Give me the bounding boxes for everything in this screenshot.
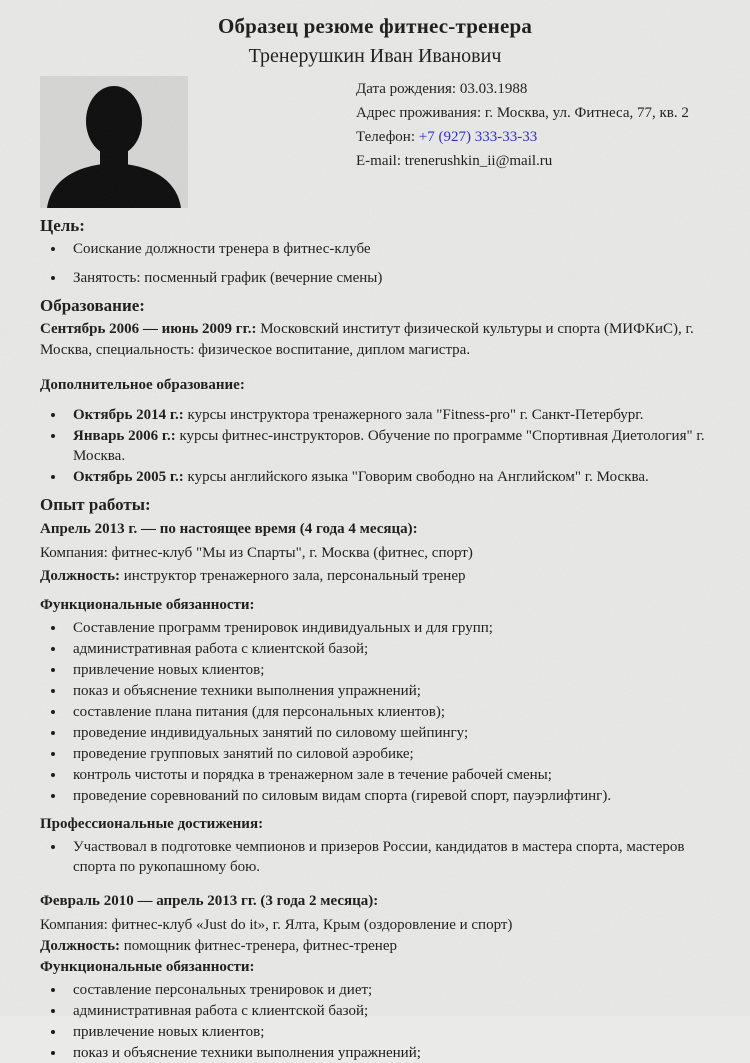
education-entry xyxy=(40,319,710,361)
list-item: • проведение индивидуальных занятий по силовому шейпингу; xyxy=(66,723,710,743)
duties-list xyxy=(40,618,710,806)
position-value: помощник фитнес-тренера, фитнес-тренер xyxy=(120,938,397,954)
birth-date-value: 03.03.1988 xyxy=(459,81,528,97)
list-item: • административная работа с клиентской базой; xyxy=(66,1001,710,1021)
list-item: • Соискание должности тренера в фитнес-клубе xyxy=(66,239,710,259)
list-item: • составление персональных тренировок и диет; xyxy=(66,980,710,1000)
section-heading-extra-education: Дополнительное образование: xyxy=(40,377,245,393)
address-value: г. Москва, ул. Фитнеса, 77, кв. 2 xyxy=(484,105,689,121)
list-item: • Составление программ тренировок индивидуальных и для групп; xyxy=(66,618,710,638)
address-label: Адрес проживания: xyxy=(356,105,485,121)
email-label: E-mail: xyxy=(356,153,405,169)
phone-link[interactable]: +7 (927) 333-33-33 xyxy=(418,129,538,145)
position-value: инструктор тренажерного зала, персональный тренер xyxy=(120,568,466,584)
course-date: Октябрь 2005 г.: xyxy=(73,469,184,485)
job-period: Февраль 2010 — апрель 2013 гг. (3 года 2 месяца): xyxy=(40,893,379,909)
job-entry xyxy=(40,519,710,877)
duties-heading: Функциональные обязанности: xyxy=(40,597,255,613)
goal-list xyxy=(40,239,710,288)
list-item: • показ и объяснение техники выполнения упражнений; xyxy=(66,1043,710,1063)
course-date: Октябрь 2014 г.: xyxy=(73,407,184,423)
duties-list xyxy=(40,980,710,1063)
course-text: курсы инструктора тренажерного зала "Fitness-pro" г. Санкт-Петербург. xyxy=(183,407,644,423)
birth-date-label: Дата рождения: xyxy=(356,81,460,97)
list-item: • привлечение новых клиентов; xyxy=(66,660,710,680)
list-item: • Занятость: посменный график (вечерние смены) xyxy=(66,268,710,288)
candidate-photo xyxy=(40,76,188,208)
list-item xyxy=(66,467,710,487)
education-period: Сентябрь 2006 — июнь 2009 гг.: xyxy=(40,321,257,337)
address-line xyxy=(356,101,689,125)
profile-row xyxy=(40,76,710,208)
achievements-list xyxy=(40,837,710,877)
course-text: курсы фитнес-инструкторов. Обучение по программе "Спортивная Диетология" г. Москва. xyxy=(73,428,705,464)
job-company: Компания: фитнес-клуб «Just do it», г. Ялта, Крым (оздоровление и спорт) xyxy=(40,917,513,933)
duties-heading: Функциональные обязанности: xyxy=(40,959,255,975)
job-position xyxy=(40,566,710,587)
phone-label: Телефон: xyxy=(356,129,419,145)
list-item: • Участвовал в подготовке чемпионов и призеров России, кандидатов в мастера спорта, мастеров спорта по рукопашному бою. xyxy=(66,837,710,877)
contact-block xyxy=(356,76,689,173)
position-label: Должность: xyxy=(40,568,121,584)
candidate-name: Тренерушкин Иван Иванович xyxy=(248,45,502,67)
email-value: trenerushkin_ii@mail.ru xyxy=(404,153,553,169)
extra-education-list xyxy=(40,405,710,487)
course-date: Январь 2006 г.: xyxy=(73,428,176,444)
list-item: • контроль чистоты и порядка в тренажерном зале в течение рабочей смены; xyxy=(66,765,710,785)
list-item: • привлечение новых клиентов; xyxy=(66,1022,710,1042)
email-line xyxy=(356,149,689,173)
list-item xyxy=(66,426,710,466)
job-position xyxy=(40,936,710,957)
person-silhouette-icon xyxy=(40,76,188,208)
job-entry xyxy=(40,891,710,1063)
list-item: • проведение соревнований по силовым видам спорта (гиревой спорт, пауэрлифтинг). xyxy=(66,786,710,806)
phone-line xyxy=(356,125,689,149)
page-title: Образец резюме фитнес-тренера xyxy=(217,14,533,38)
section-heading-experience: Опыт работы: xyxy=(40,495,151,514)
position-label: Должность: xyxy=(40,938,121,954)
list-item: • административная работа с клиентской базой; xyxy=(66,639,710,659)
course-text: курсы английского языка "Говорим свободно на Английском" г. Москва. xyxy=(183,469,649,485)
list-item: • проведение групповых занятий по силовой аэробике; xyxy=(66,744,710,764)
list-item xyxy=(66,405,710,425)
job-period: Апрель 2013 г. — по настоящее время (4 года 4 месяца): xyxy=(40,521,418,537)
section-heading-goal: Цель: xyxy=(40,216,85,235)
list-item: • составление плана питания (для персональных клиентов); xyxy=(66,702,710,722)
birth-date-line xyxy=(356,77,689,101)
achievements-heading: Профессиональные достижения: xyxy=(40,816,264,832)
list-item: • показ и объяснение техники выполнения упражнений; xyxy=(66,681,710,701)
section-heading-education: Образование: xyxy=(40,296,145,315)
job-company: Компания: фитнес-клуб "Мы из Спарты", г. Москва (фитнес, спорт) xyxy=(40,545,473,561)
education-text: Московский институт физической культуры и спорта (МИФКиС), г. Москва, специальность: физическое воспитание, диплом магистра. xyxy=(40,321,694,358)
